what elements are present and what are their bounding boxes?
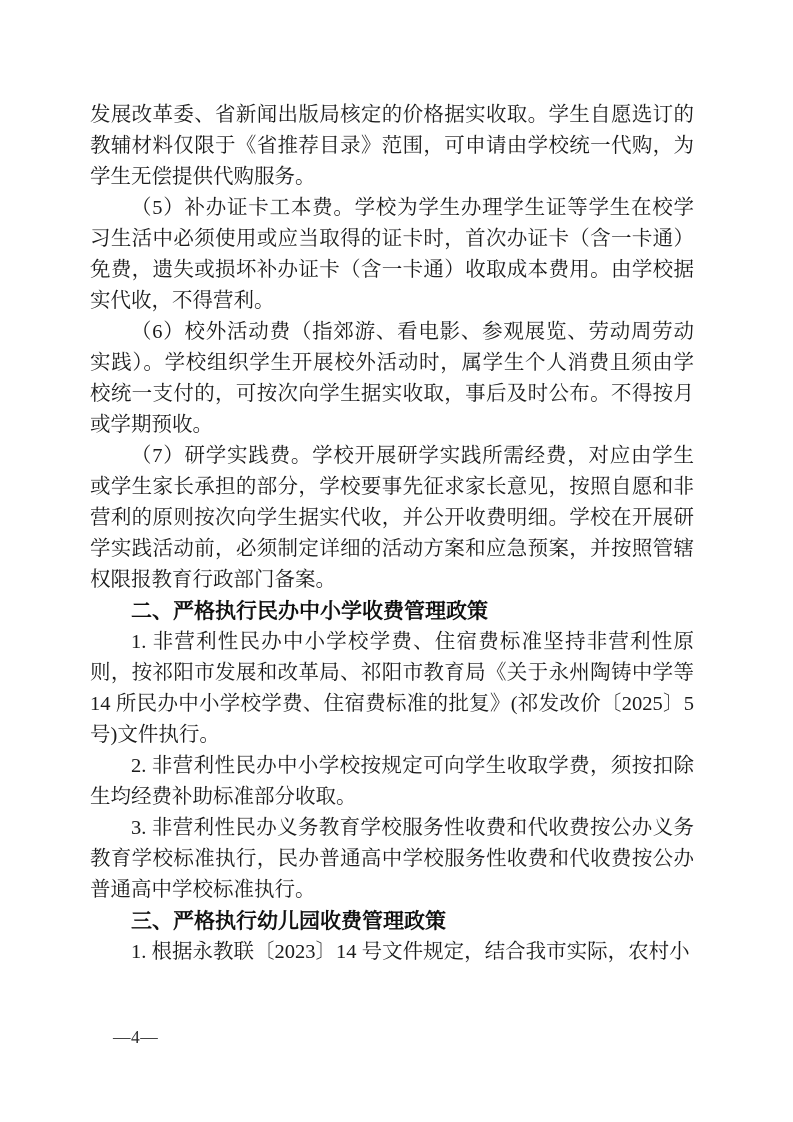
paragraph-section2-item-3: 3. 非营利性民办义务教育学校服务性收费和代收费按公办义务教育学校标准执行，民办普通高中学校服务性收费和代收费按公办普通高中学校标准执行。 [90,817,694,901]
paragraph-item-5: （5）补办证卡工本费。学校为学生办理学生证等学生在校学习生活中必须使用或应当取得的证卡时，首次办证卡（含一卡通）免费，遗失或损坏补办证卡（含一卡通）收取成本费用。由学校据实代收，不得营利。 [90,197,694,312]
paragraph-continuation: 发展改革委、省新闻出版局核定的价格据实收取。学生自愿选订的教辅材料仅限于《省推荐目录》范围，可申请由学校统一代购，为学生无偿提供代购服务。 [90,104,694,188]
paragraph-item-7: （7）研学实践费。学校开展研学实践所需经费，对应由学生或学生家长承担的部分，学校要事先征求家长意见，按照自愿和非营利的原则按次向学生据实代收，并公开收费明细。学校在开展研学实践活动前，必须制定详细的活动方案和应急预案，并按照管辖权限报教育行政部门备案。 [90,445,694,591]
paragraph-section3-item-1: 1. 根据永教联〔2023〕14 号文件规定，结合我市实际，农村小 [131,941,690,963]
page-number: —4— [113,1027,159,1047]
document-body [90,100,694,968]
section-heading-3: 三、严格执行幼儿园收费管理政策 [131,910,446,933]
section-heading-2: 二、严格执行民办中小学收费管理政策 [131,600,488,623]
paragraph-item-6: （6）校外活动费（指郊游、看电影、参观展览、劳动周劳动实践）。学校组织学生开展校外活动时，属学生个人消费且须由学校统一支付的，可按次向学生据实收取，事后及时公布。不得按月或学期预收。 [90,321,694,436]
paragraph-section2-item-1: 1. 非营利性民办中小学校学费、住宿费标准坚持非营利性原则，按祁阳市发展和改革局、祁阳市教育局《关于永州陶铸中学等 14 所民办中小学校学费、住宿费标准的批复》(祁发改价〔2025〕5 号)文件执行。 [90,631,694,746]
paragraph-section2-item-2: 2. 非营利性民办中小学校按规定可向学生收取学费，须按扣除生均经费补助标准部分收取。 [90,755,694,808]
